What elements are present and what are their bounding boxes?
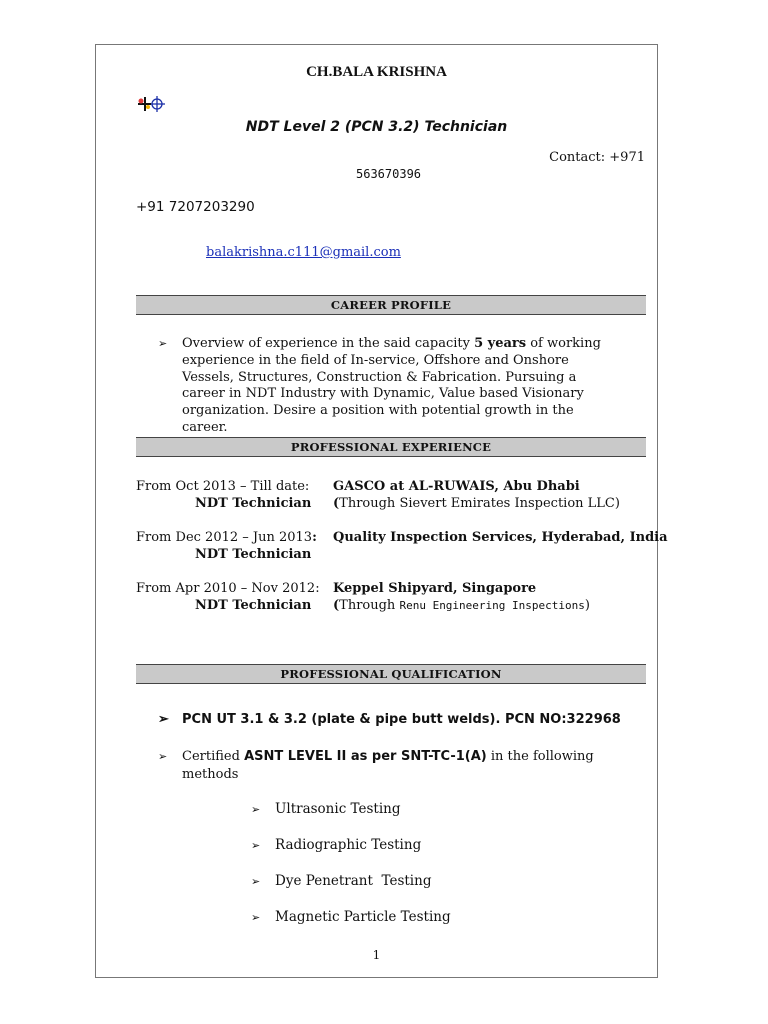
experience-via <box>333 598 590 613</box>
period-colon: : <box>312 530 317 545</box>
arrow-bullet-icon: ➢ <box>251 875 261 888</box>
asnt-pre: Certified <box>182 749 245 764</box>
experience-via <box>333 496 620 511</box>
pcn-certification: PCN UT 3.1 & 3.2 (plate & pipe butt welds). PCN NO:322968 <box>182 712 621 727</box>
crosshair-logo-icon <box>136 95 168 113</box>
via-paren: ( <box>333 496 340 511</box>
asnt-level: ASNT LEVEL II as per SNT-TC-1(A) <box>244 749 487 764</box>
page-number: 1 <box>372 948 381 962</box>
arrow-bullet-icon: ➢ <box>251 911 261 924</box>
career-profile-text <box>182 336 622 437</box>
arrow-bullet-icon: ➢ <box>158 750 168 763</box>
method-item: Radiographic Testing <box>275 837 422 853</box>
via-paren: ( <box>333 598 340 613</box>
via-paren-close: ) <box>584 598 590 613</box>
arrow-bullet-icon: ➢ <box>251 803 261 816</box>
contact-uae-number: 563670396 <box>356 167 422 181</box>
via-company: Through Sievert Emirates Inspection LLC) <box>339 496 620 511</box>
method-item: Magnetic Particle Testing <box>275 909 451 925</box>
experience-period <box>136 530 317 545</box>
section-career-profile: CAREER PROFILE <box>136 295 646 315</box>
career-text-start: Overview of experience in the said capacity <box>182 336 475 351</box>
arrow-bullet-icon: ➢ <box>251 839 261 852</box>
resume-page <box>95 44 668 978</box>
experience-employer: GASCO at AL-RUWAIS, Abu Dhabi <box>333 479 580 494</box>
career-years: 5 years <box>474 336 527 351</box>
method-item: Ultrasonic Testing <box>275 801 401 817</box>
section-professional-experience: PROFESSIONAL EXPERIENCE <box>136 437 646 457</box>
contact-uae-label: Contact: +971 <box>549 150 645 165</box>
via-company: Renu Engineering Inspections <box>399 599 585 612</box>
experience-role: NDT Technician <box>195 598 312 613</box>
experience-employer: Quality Inspection Services, Hyderabad, India <box>333 530 668 545</box>
candidate-name: CH.BALA KRISHNA <box>306 64 447 80</box>
section-professional-qualification: PROFESSIONAL QUALIFICATION <box>136 664 646 684</box>
asnt-certification <box>182 748 622 784</box>
experience-period: From Oct 2013 – Till date: <box>136 479 310 494</box>
arrow-bullet-icon: ➢ <box>158 712 169 727</box>
experience-role: NDT Technician <box>195 547 312 562</box>
arrow-bullet-icon: ➢ <box>158 337 168 350</box>
experience-role: NDT Technician <box>195 496 312 511</box>
asnt-post: in the following methods <box>182 749 594 782</box>
experience-period: From Apr 2010 – Nov 2012: <box>136 581 320 596</box>
email-link[interactable]: balakrishna.c111@gmail.com <box>206 245 401 260</box>
contact-india-number: +91 7207203290 <box>136 199 255 215</box>
via-prefix: Through <box>339 598 400 613</box>
experience-employer: Keppel Shipyard, Singapore <box>333 581 537 596</box>
period-text: From Dec 2012 – Jun 2013 <box>136 530 313 545</box>
job-title: NDT Level 2 (PCN 3.2) Technician <box>245 119 508 135</box>
career-text-end: of working experience in the field of In-service, Offshore and Onshore Vessels, Structures, Construction & Fabrication. Pursuing a career in NDT Industry with Dynamic, Value based Visionary organization. Desire a position with potential growth in the career. <box>182 336 601 435</box>
method-item: Dye Penetrant Testing <box>275 873 432 889</box>
